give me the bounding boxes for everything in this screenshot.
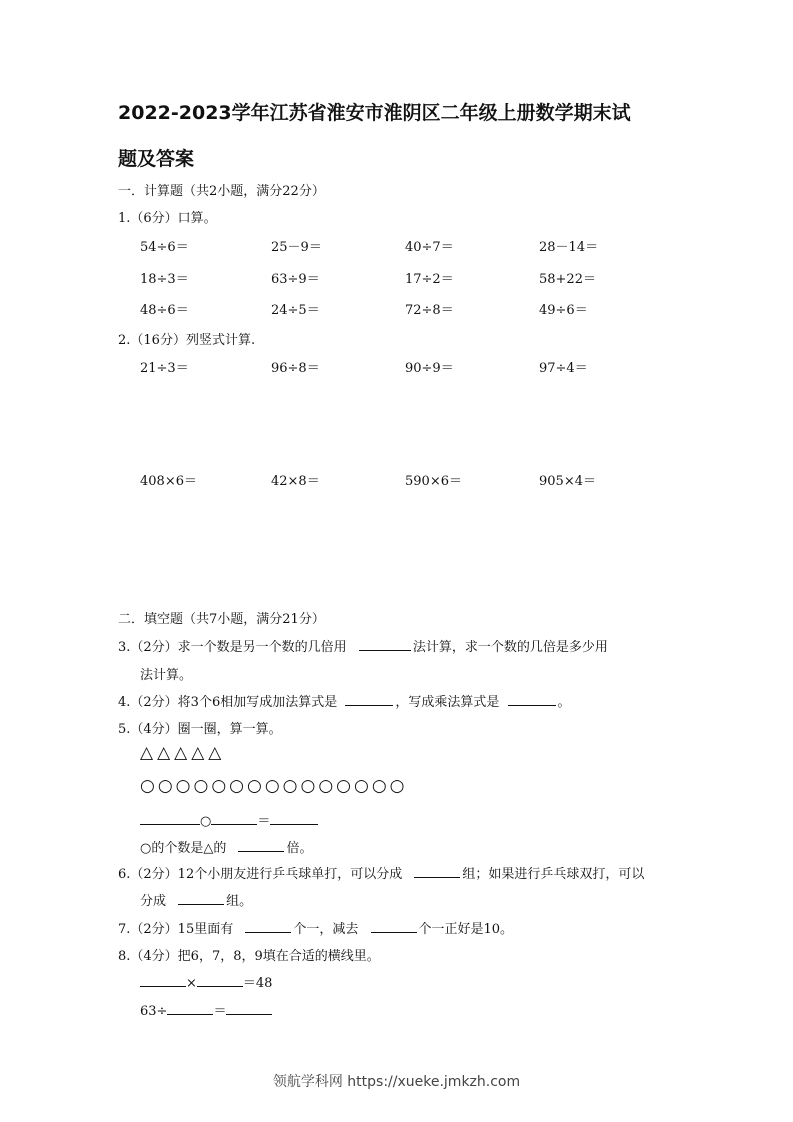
q6-text: 6.（2分）12个小朋友进行乒乓球单打，可以分成 [118,867,403,882]
q5-blank-4[interactable] [238,840,284,852]
q5-text: ○的个数是△的 [140,841,227,856]
q3-text: 法计算，求一个数的几倍是多少用 [412,640,608,655]
q2-item: 21÷3＝ [140,361,189,376]
footer-link[interactable]: 领航学科网 https://xueke.jmkzh.com [272,1074,521,1090]
q8-equation-1 [140,972,272,991]
q6-blank-2[interactable] [178,893,224,905]
q5-blank-2[interactable] [211,813,257,825]
q1-item: 24÷5＝ [271,303,320,318]
section2-heading: 二．填空题（共7小题，满分21分） [118,612,325,627]
q4-blank-2[interactable] [508,694,556,706]
q4-text: ，写成乘法算式是 [395,695,500,710]
q7-text: 7.（2分）15里面有 [118,922,234,937]
q2-item: 905×4＝ [539,474,596,489]
q8-equals: ＝ [213,1004,227,1019]
q6-line2 [140,890,252,909]
q1-item: 17÷2＝ [405,272,454,287]
q7-blank-2[interactable] [371,921,417,933]
q5-blank-3[interactable] [270,813,318,825]
q8-blank-1[interactable] [140,975,186,987]
q8-eq48: ＝48 [242,976,273,991]
q8-blank-2[interactable] [197,975,243,987]
triangle-row: △△△△△ [140,743,226,763]
q3-text: 3.（2分）求一个数是另一个数的几倍用 [118,640,347,655]
section1-heading: 一．计算题（共2小题，满分22分） [118,184,325,199]
q5-equals: ＝ [257,814,271,829]
q8-blank-3[interactable] [167,1003,213,1015]
q2-label: 2.（16分）列竖式计算. [118,333,256,348]
q5-blank-1[interactable] [140,813,200,825]
q1-item: 28－14＝ [539,240,599,255]
q6-line1 [118,863,644,882]
q2-item: 90÷9＝ [405,361,454,376]
q7-text: 个一，减去 [293,922,359,937]
q8-times: × [186,976,197,991]
q5-text: 倍。 [286,841,313,856]
q7-blank-1[interactable] [245,921,291,933]
q5-sentence [140,837,313,856]
q3-line1 [118,636,608,655]
q2-item: 590×6＝ [405,474,462,489]
q2-item: 42×8＝ [271,474,320,489]
q6-text: 分成 [140,894,167,909]
q6-text: 组；如果进行乒乓球双打，可以 [462,867,645,882]
q3-blank-1[interactable] [359,639,411,651]
q1-item: 58+22＝ [539,272,596,287]
q8-div63: 63÷ [140,1004,168,1019]
q1-item: 63÷9＝ [271,272,320,287]
q7-text: 个一正好是10。 [418,922,514,937]
q8-blank-4[interactable] [226,1003,272,1015]
q4-text: 4.（2分）将3个6相加写成加法算式是 [118,695,338,710]
q1-item: 40÷7＝ [405,240,454,255]
q1-item: 18÷3＝ [140,272,189,287]
q1-item: 48÷6＝ [140,303,189,318]
q7-line [118,918,513,937]
q2-item: 408×6＝ [140,474,197,489]
q2-item: 96÷8＝ [271,361,320,376]
q6-text: 组。 [226,894,253,909]
q2-item: 97÷4＝ [539,361,588,376]
q1-item: 54÷6＝ [140,240,189,255]
q8-label: 8.（4分）把6，7，8，9填在合适的横线里。 [118,949,380,964]
q1-item: 25－9＝ [271,240,322,255]
q5-equation [140,810,318,829]
q5-label: 5.（4分）圈一圈，算一算。 [118,722,282,737]
q4-line [118,691,571,710]
q5-circle-op: ○ [200,814,212,829]
page-title-line1: 2022-2023学年江苏省淮安市淮阴区二年级上册数学期末试 [118,102,631,124]
page-title-line2: 题及答案 [118,148,195,170]
q1-item: 72÷8＝ [405,303,454,318]
q4-blank-1[interactable] [345,694,393,706]
q3-line2: 法计算。 [140,668,193,683]
circle-row: ○○○○○○○○○○○○○○○ [140,776,408,796]
q4-text: 。 [557,695,571,710]
q8-equation-2 [140,1000,272,1019]
q1-item: 49÷6＝ [539,303,588,318]
q1-label: 1.（6分）口算。 [118,211,217,226]
q6-blank-1[interactable] [414,866,460,878]
